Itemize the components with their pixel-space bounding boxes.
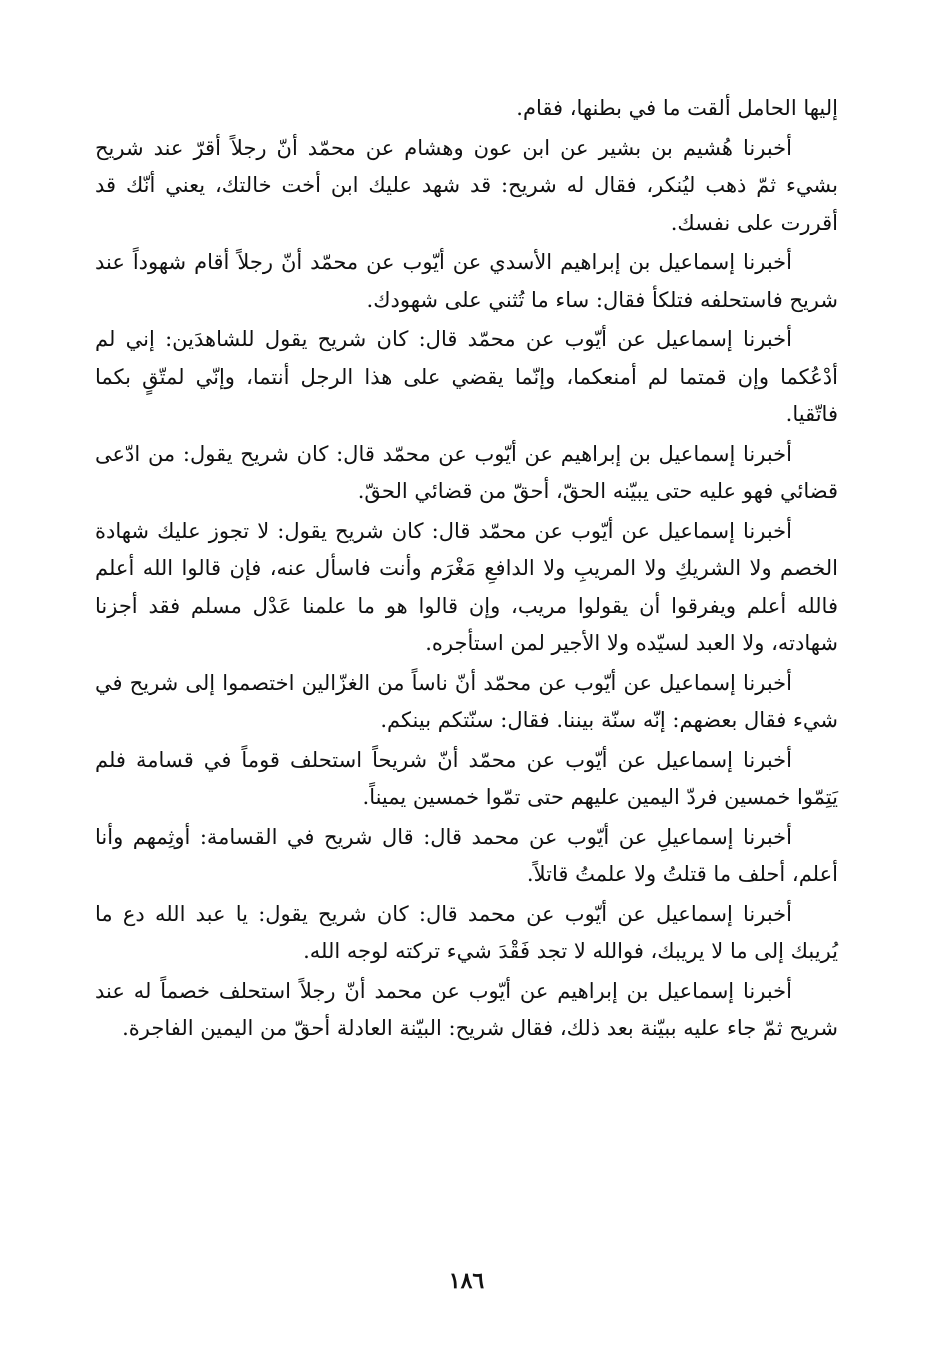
paragraph-spinners-custom: أخبرنا إسماعيل عن أيّوب عن محمّد أنّ ناساً من الغزّالين اختصموا إلى شريح في شيء فقال بعضهم: إنّه سنّة بيننا. فقال: سنّتكم بينكم. — [95, 670, 838, 732]
paragraph-leave-doubt: أخبرنا إسماعيل عن أيّوب عن محمد قال: كان شريح يقول: يا عبد الله دع ما يُريبك إلى ما لا يريبك، فوالله لا تجد فَقْدَ شيء تركته لوجه الله. — [95, 901, 838, 963]
paragraph-evidence-vs-oath: أخبرنا إسماعيل بن إبراهيم عن أيّوب عن محمد أنّ رجلاً استحلف خصماً له عند شريح ثمّ جاء عليه ببيّنة بعد ذلك، فقال شريح: البيّنة العادلة أحقّ من اليمين الفاجرة. — [95, 978, 838, 1040]
paragraph-hushaym: أخبرنا هُشيم بن بشير عن ابن عون وهشام عن محمّد أنّ رجلاً أقرّ عند شريح بشيء ثمّ ذهب ليُنكر، فقال له شريح: قد شهد عليك ابن أخت خالتك، يعني أنّك قد أقررت على نفسك. — [95, 135, 838, 235]
paragraph-witnesses-oath: أخبرنا إسماعيل بن إبراهيم الأسدي عن أيّوب عن محمّد أنّ رجلاً أقام شهوداً عند شريح فاستحلفه فتلكأ فقال: ساء ما تُثني على شهودك. — [95, 250, 838, 312]
paragraph-claim-judgment: أخبرنا إسماعيل بن إبراهيم عن أيّوب عن محمّد قال: كان شريح يقول: من ادّعى قضائي فهو عليه حتى يبيّنه الحقّ، أحقّ من قضائي الحقّ. — [95, 441, 838, 503]
page-number: ١٨٦ — [448, 1268, 485, 1294]
paragraph-testimony-rules: أخبرنا إسماعيل عن أيّوب عن محمّد قال: كان شريح يقول: لا تجوز عليك شهادة الخصم ولا الشريكِ ولا المريبِ ولا الدافعِ مَغْرَم وأنت فاسأل عنه، فإن قالوا الله أعلم فالله أعلم ويفرقوا أن يقولوا مريب، وإن قالوا هو ما علمنا عَدْل مسلم فقد أجزنا شهادته، ولا العبد لسيّده ولا الأجير لمن استأجره. — [95, 518, 838, 655]
paragraph-two-witnesses: أخبرنا إسماعيل عن أيّوب عن محمّد قال: كان شريح يقول للشاهدَين: إني لم أدْعُكما وإن قمتما لم أمنعكما، وإنّما يقضي على هذا الرجل أنتما، وإنّي لمتّقٍ بكما فاتّقيا. — [95, 327, 838, 426]
paragraph-qasama-oath: أخبرنا إسماعيلِ عن أيّوب عن محمد قال: قال شريح في القسامة: أوثِمهم وأنا أعلم، أحلف ما قتلتُ ولا علمتُ قاتلاً. — [95, 824, 838, 886]
book-page — [95, 90, 838, 1330]
paragraph-continuation: إليها الحامل ألقت ما في بطنها، فقام. — [516, 96, 838, 120]
paragraph-qasama-fifty: أخبرنا إسماعيل عن أيّوب عن محمّد أنّ شريحاً استحلف قوماً في قسامة فلم يَتِمّوا خمسين فردّ اليمين عليهم حتى تمّوا خمسين يميناً. — [95, 747, 838, 809]
